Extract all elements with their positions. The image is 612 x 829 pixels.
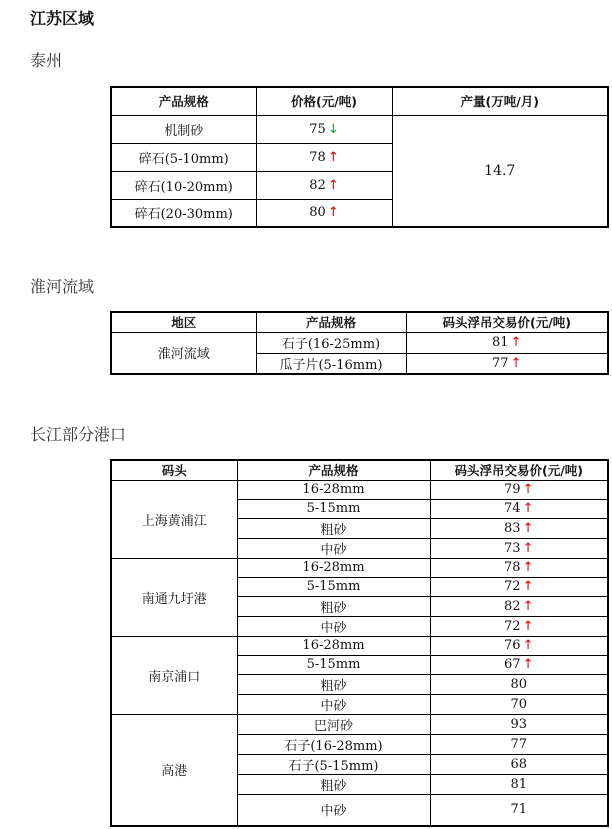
spec-cell: 中砂 <box>237 538 430 558</box>
spec-cell: 中砂 <box>237 694 430 714</box>
spec-cell: 粗砂 <box>237 596 430 616</box>
port-cell: 南京浦口 <box>111 636 237 714</box>
price-value: 79 <box>504 482 521 497</box>
table-row <box>111 636 608 655</box>
arrow-up-icon: ↑ <box>522 482 534 497</box>
spec-cell: 瓜子片(5-16mm) <box>256 353 406 374</box>
spec-cell: 机制砂 <box>111 115 256 143</box>
price-cell <box>430 596 608 616</box>
huaihe-table <box>110 311 609 375</box>
arrow-up-icon: ↑ <box>522 520 534 536</box>
changjiang-title: 长江部分港口 <box>30 425 127 444</box>
price-value: 83 <box>504 520 521 536</box>
header-price: 码头浮吊交易价(元/吨) <box>430 460 608 480</box>
price-cell <box>430 538 608 558</box>
price-value: 72 <box>504 579 521 594</box>
taizhou-table <box>110 86 609 228</box>
header-price: 码头浮吊交易价(元/吨) <box>406 312 608 332</box>
price-value: 82 <box>309 177 326 193</box>
changjiang-table <box>110 459 609 827</box>
spec-cell: 16-28mm <box>237 480 430 499</box>
arrow-up-icon: ↑ <box>522 638 534 653</box>
port-cell: 上海黄浦江 <box>111 480 237 558</box>
spec-cell: 碎石(5-10mm) <box>111 143 256 171</box>
price-cell <box>430 655 608 674</box>
header-spec: 产品规格 <box>237 460 430 480</box>
spec-cell: 粗砂 <box>237 674 430 694</box>
price-value: 82 <box>504 598 521 614</box>
huaihe-title: 淮河流域 <box>30 277 95 296</box>
spec-cell: 石子(5-15mm) <box>237 754 430 774</box>
spec-cell: 石子(16-25mm) <box>256 332 406 353</box>
arrow-up-icon: ↑ <box>327 177 339 193</box>
price-value: 76 <box>504 638 521 653</box>
spec-cell: 中砂 <box>237 616 430 636</box>
price-cell: 71 <box>430 794 608 826</box>
arrow-up-icon: ↑ <box>522 501 534 516</box>
header-spec: 产品规格 <box>256 312 406 332</box>
price-value: 75 <box>309 121 326 137</box>
spec-cell: 5-15mm <box>237 577 430 596</box>
price-value: 78 <box>309 149 326 165</box>
output-cell: 14.7 <box>392 115 608 227</box>
price-cell: 80 <box>430 674 608 694</box>
spec-cell: 16-28mm <box>237 636 430 655</box>
table-row <box>111 558 608 577</box>
spec-cell: 粗砂 <box>237 774 430 794</box>
price-cell <box>430 616 608 636</box>
taizhou-title: 泰州 <box>30 51 63 70</box>
arrow-up-icon: ↑ <box>522 579 534 594</box>
price-cell <box>256 143 392 171</box>
table-row <box>111 480 608 499</box>
price-cell <box>430 480 608 499</box>
arrow-up-icon: ↑ <box>327 149 339 165</box>
arrow-down-icon: ↓ <box>327 121 339 137</box>
price-cell <box>256 171 392 199</box>
price-cell <box>430 577 608 596</box>
header-output: 产量(万吨/月) <box>392 87 608 115</box>
price-cell <box>406 353 608 374</box>
arrow-up-icon: ↑ <box>522 560 534 575</box>
price-value: 77 <box>492 355 509 371</box>
price-value: 81 <box>492 335 509 350</box>
spec-cell: 碎石(20-30mm) <box>111 199 256 227</box>
header-spec: 产品规格 <box>111 87 256 115</box>
price-cell: 70 <box>430 694 608 714</box>
spec-cell: 巴河砂 <box>237 714 430 734</box>
price-cell: 68 <box>430 754 608 774</box>
price-cell: 93 <box>430 714 608 734</box>
header-region: 地区 <box>111 312 256 332</box>
price-cell <box>406 332 608 353</box>
table-row <box>111 115 608 143</box>
price-cell: 77 <box>430 734 608 754</box>
port-cell: 南通九圩港 <box>111 558 237 636</box>
arrow-up-icon: ↑ <box>510 335 522 350</box>
spec-cell: 5-15mm <box>237 655 430 674</box>
arrow-up-icon: ↑ <box>522 598 534 614</box>
price-value: 72 <box>504 618 521 634</box>
arrow-up-icon: ↑ <box>522 618 534 634</box>
spec-cell: 5-15mm <box>237 499 430 518</box>
table-row <box>111 714 608 734</box>
price-value: 67 <box>504 657 521 672</box>
region-cell: 淮河流域 <box>111 332 256 374</box>
price-cell <box>430 499 608 518</box>
spec-cell: 碎石(10-20mm) <box>111 171 256 199</box>
table-row <box>111 332 608 353</box>
jiangsu-title: 江苏区域 <box>30 9 95 28</box>
spec-cell: 石子(16-28mm) <box>237 734 430 754</box>
price-value: 80 <box>309 205 326 221</box>
port-cell: 高港 <box>111 714 237 826</box>
price-cell <box>430 636 608 655</box>
price-cell <box>430 518 608 538</box>
spec-cell: 中砂 <box>237 794 430 826</box>
price-value: 78 <box>504 560 521 575</box>
header-port: 码头 <box>111 460 237 480</box>
arrow-up-icon: ↑ <box>510 355 522 371</box>
price-cell <box>256 199 392 227</box>
price-cell <box>256 115 392 143</box>
spec-cell: 粗砂 <box>237 518 430 538</box>
spec-cell: 16-28mm <box>237 558 430 577</box>
price-value: 73 <box>504 540 521 556</box>
arrow-up-icon: ↑ <box>327 205 339 221</box>
price-cell: 81 <box>430 774 608 794</box>
arrow-up-icon: ↑ <box>522 540 534 556</box>
price-value: 74 <box>504 501 521 516</box>
arrow-up-icon: ↑ <box>522 657 534 672</box>
price-cell <box>430 558 608 577</box>
header-price: 价格(元/吨) <box>256 87 392 115</box>
